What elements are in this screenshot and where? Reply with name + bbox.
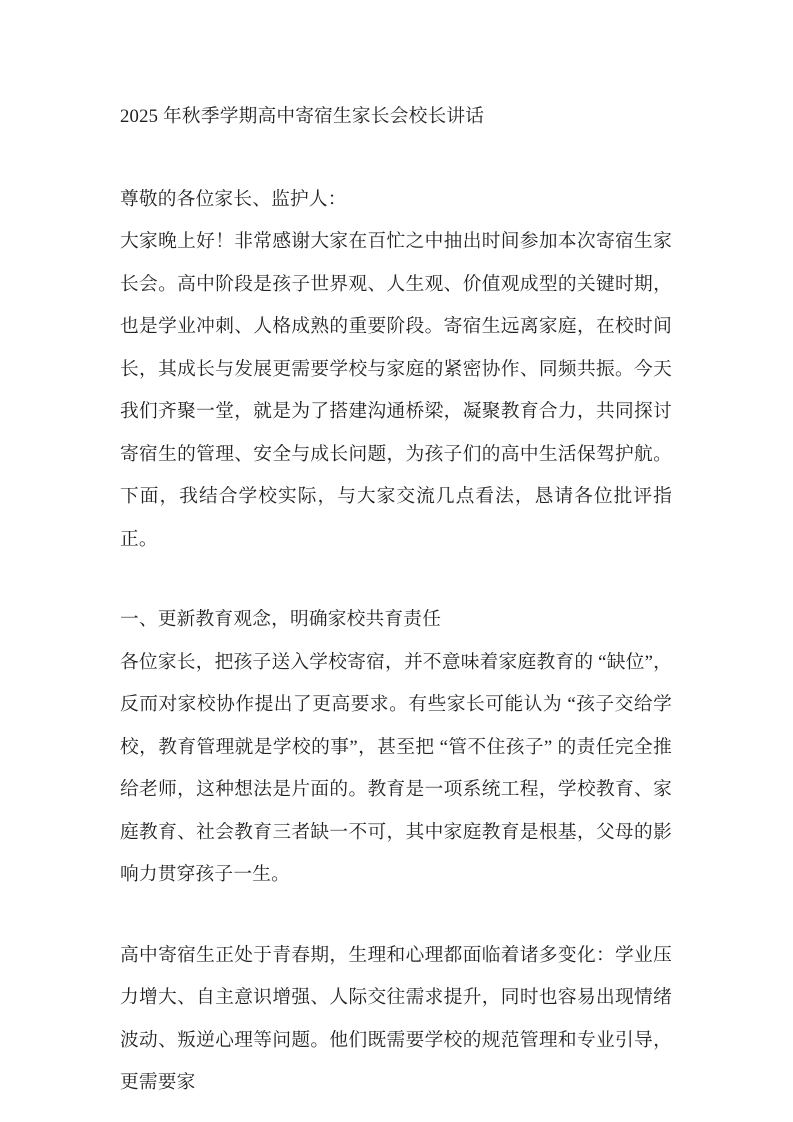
section-1-heading: 一、更新教育观念，明确家校共育责任 <box>120 609 442 630</box>
section-1-paragraph-2: 高中寄宿生正处于青春期，生理和心理都面临着诸多变化：学业压力增大、自主意识增强、人际交往需求提升，同时也容易出现情绪波动、叛逆心理等问题。他们既需要学校的规范管理和专业引导，更需要家 <box>120 944 672 1093</box>
section-1-paragraph-1: 各位家长，把孩子送入学校寄宿，并不意味着家庭教育的 “缺位”，反而对家校协作提出了更高要求。有些家长可能认为 “孩子交给学校，教育管理就是学校的事”，甚至把 “管不住孩子” 的责任完全推给老师，这种想法是片面的。教育是一项系统工程，学校教育、家庭教育、社会教育三者缺一不可，其中家庭教育是根基，父母的影响力贯穿孩子一生。 <box>120 651 672 885</box>
intro-paragraph: 大家晚上好！非常感谢大家在百忙之中抽出时间参加本次寄宿生家长会。高中阶段是孩子世界观、人生观、价值观成型的关键时期，也是学业冲刺、人格成熟的重要阶段。寄宿生远离家庭，在校时间长，其成长与发展更需要学校与家庭的紧密协作、同频共振。今天我们齐聚一堂，就是为了搭建沟通桥梁，凝聚教育合力，共同探讨寄宿生的管理、安全与成长问题，为孩子们的高中生活保驾护航。下面，我结合学校实际，与大家交流几点看法，恳请各位批评指正。 <box>120 231 672 550</box>
document-title: 2025 年秋季学期高中寄宿生家长会校长讲话 <box>120 106 485 127</box>
salutation: 尊敬的各位家长、监护人： <box>120 188 347 210</box>
